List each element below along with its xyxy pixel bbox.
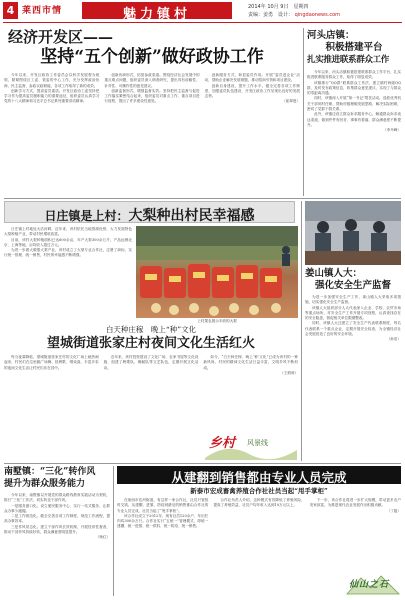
coop-headline-box [117, 466, 401, 484]
lead-para: 创新自身建设，提升工作水平。健全完善各项工作制度，加强委员队伍建设，开发区政协工作呈现出良好的发展态势。 [204, 83, 300, 99]
culture-para: 近年来，该村投资建设了文化广场、农家书屋等文化设施，组建了秧歌队、舞蹈队等文艺队伍，定期开展文化活动。 [103, 355, 199, 370]
culture-byline: （王炳涛） [280, 370, 298, 375]
pear-photo-illustration [136, 226, 298, 318]
coop-subhead: 新泰市宏成畜禽养殖合作社社员当起“甩手掌柜” [190, 487, 328, 495]
meeting-photo [305, 201, 401, 265]
section-title: 魅力镇村 [122, 7, 191, 22]
column-name-xianshan: 仙山之石 [349, 580, 390, 590]
banner-body [4, 227, 132, 285]
nanshu-para: 一是服务窗口化。设立便民服务中心，实行一站式服务，让群众办事少跑腿。 [4, 503, 110, 513]
lead-para: 创新监督形式，增强监督实效。坚持把民主监督与促进工作落实紧密结合起来，组织委员对重点工作、重点项目进行视察，提出了许多建设性意见。 [104, 88, 200, 104]
coop-para: 下一步，该合作社将进一步扩大规模，带动更多农户发家致富，为推进现代农业发展作出积极贡献。 [309, 498, 401, 508]
column-divider [113, 466, 114, 596]
page-number: 4 [3, 2, 18, 19]
culture-para: 每当夜幕降临，望城街道张家庄村的文化广场上就热闹起来，村民们在这里跳广场舞、扭秧歌、唱戏曲，丰富多彩的夜间文化生活让村民们乐在其中。 [4, 355, 99, 370]
paper-name: 莱西市情 [22, 6, 63, 16]
column-sub-rural: 风景线 [247, 439, 268, 447]
date-line: 2014年 10月 9日 星期四 [248, 4, 309, 10]
banner-para: 日庄镇上村地处大沽河畔，近年来，该村依托当地资源优势，大力发展特色大梨种植产业，带动村民增收致富。 [4, 227, 132, 237]
culture-body [4, 355, 298, 417]
nanshu-headline-1: 南墅镇：“三化”转作风 [4, 467, 96, 477]
safety-body [305, 295, 401, 455]
column-divider [301, 201, 302, 461]
lead-headline: 坚持“五个创新”做好政协工作 [40, 47, 264, 67]
column-divider [303, 28, 304, 196]
lead-para: 创新协商形式，拓宽参政渠道。围绕经济社会发展中的重点难点问题，组织委员深入调查研究，提出具有前瞻性、针对性、可操作性的意见建议。 [104, 73, 200, 88]
rural-scenery-logo [205, 430, 297, 460]
coop-para: 该合作社成立于2012年，现有社员120余户，年出栏肉鸡300余万只。合作社实行“五统一”管理模式，即统一建棚、统一进雏、统一供料、统一防疫、统一销售。 [117, 513, 209, 529]
culture-headline: 望城街道张家庄村夜间文化生活红火 [46, 336, 255, 351]
hetoudian-para: 该镇推行“QQ群”联系群众工作法，建立镇村两级QQ群，及时发布政策信息，收集群众意见建议，实现了与群众的零距离沟通。 [307, 80, 401, 96]
lead-byline: （崔翠莲） [282, 99, 300, 104]
safety-headline-2: 强化安全生产监督 [314, 280, 391, 291]
coop-para: 合作社负责人介绍，这种模式有效降低了养殖风险，提高了养殖效益，社员户均年收入达到10万元以上。 [213, 498, 305, 508]
hetoudian-headline-3: 扎实推进联系群众工作 [307, 55, 390, 65]
editor-line: 责编：姜勇 设计： [248, 12, 294, 18]
section-band [82, 2, 232, 22]
nanshu-para: 今年以来，南墅镇以开展党的群众路线教育实践活动为契机，推行“三化”工作法，切实转变干部作风。 [4, 493, 110, 503]
lead-para: 创新学习方式，提高委员素质。开发区政协工委坚持把学习作为提高委员履职能力的重要途径，组织委员认真学习党的十八大精神和习近平总书记系列重要讲话精神。 [4, 88, 100, 104]
coop-byline: （丁磊） [386, 508, 401, 513]
safety-para: 为进一步加强安全生产工作，姜山镇人大采取多项措施，切实强化安全生产监督。 [305, 295, 401, 305]
nanshu-article [4, 466, 110, 596]
culture-kicker: 白天种庄稼 晚上“种”文化 [105, 325, 197, 334]
jiangshan-safety-article [305, 268, 401, 460]
lead-kicker: 经济开发区—— [8, 28, 114, 46]
nanshu-byline: （杨红） [95, 535, 110, 540]
nanshu-para: 三是作风常态化。建立干部作风长效机制，开展经常性督查，推动干部作风持续好转，群众满意度明显提升。 [4, 524, 110, 535]
header-rule [3, 22, 402, 23]
pear-photo-caption: 上村果农展示丰收的大梨 [197, 319, 237, 323]
column-name-rural: 乡村 [209, 436, 236, 451]
hetoudian-para: 同时，该镇深入开展“第一书记”帮扶活动，选派优秀机关干部到村任职，帮助村级理顺发展思路，解决实际困难，密切了党群干群关系。 [307, 96, 401, 112]
nanshu-body [4, 493, 110, 593]
hetoudian-body [307, 70, 401, 192]
hetoudian-article [307, 30, 401, 196]
pear-harvest-photo [136, 226, 298, 318]
hetoudian-para: 此外，该镇还设立群众诉求服务中心，畅通群众诉求表达渠道，做到件件有回音、事事有着落，群众满意度不断提升。 [307, 112, 401, 127]
hetoudian-headline-2: 积极搭建平台 [325, 42, 383, 53]
page-header [0, 0, 405, 26]
hetoudian-headline-1: 河头店镇： [307, 30, 355, 41]
lead-body [4, 73, 300, 191]
lead-para: 创新服务方式，彰显委员作用。开展“委员进企业”活动，帮助企业解决发展难题，推动招商引资和项目建设。 [204, 73, 300, 83]
coop-para: 在莱西市沽河街道，有这样一家合作社，社员只管按时交钱，从建棚、进雏、防疫到最后的销售都由合作社的专业人员完成，社员当起了“甩手掌柜”。 [117, 498, 209, 513]
hetoudian-byline: （李丹峰） [383, 128, 401, 133]
lead-para: 今年以来，开发区政协工作委员会以科学发展观为统领，紧紧围绕区工委、管委的中心工作，充分发挥政治协商、民主监督、参政议政职能，各项工作取得了新的成效。 [4, 73, 100, 88]
lead-article [4, 28, 300, 196]
banner-headline: 大梨种出村民幸福感 [128, 208, 255, 224]
banner-para: 目前，该村大梨种植面积已达600余亩，年产大梨300余万斤，产品远销北京、上海等地，亩均收入超过万元。 [4, 237, 132, 247]
header-meta [248, 3, 340, 19]
hetoudian-para: 今年以来，河头店镇积极搭建联系群众工作平台，扎实推进联系服务群众工作，取得了明显成效。 [307, 70, 401, 80]
xianshan-column-logo [345, 570, 401, 596]
safety-byline: （孙浩） [386, 337, 401, 342]
safety-para: 同时，该镇人大还建立了安全生产代表联系制度，每名代表联系一个重点企业，定期开展安全检查，为全镇经济社会发展营造了良好的安全环境。 [305, 321, 401, 337]
safety-headline-1: 姜山镇人大： [305, 268, 363, 279]
nanshu-para: 二是工作规范化。健全完善各项工作制度，规范工作流程，提高办事效率。 [4, 514, 110, 524]
banner-para: 为进一步做大做强大梨产业，该村成立了大梨专业合作社，注册了商标，实行统一管理、统一销售，村民的幸福感不断增强。 [4, 248, 132, 258]
coop-headline: 从建翻到销售都由专业人员完成 [171, 470, 347, 485]
culture-para: 如今，“白天种庄稼、晚上‘种’文化”已成为该村的一种新风尚，村民的精神文化生活日益丰富，文明乡风不断形成。 [203, 355, 298, 370]
banner-title-box [4, 201, 295, 223]
nanshu-headline-2: 提升为群众服务能力 [4, 479, 86, 489]
section-divider [4, 198, 401, 199]
section-divider [4, 463, 401, 464]
safety-para: 该镇人大组织部分人大代表深入企业、学校、农贸市场等重点场所，对安全生产工作开展专项视察，认真查找存在的安全隐患，督促相关单位限期整改。 [305, 305, 401, 321]
banner-kicker: 日庄镇是上村： [44, 209, 129, 223]
site-link[interactable]: qingdaonews.com [294, 12, 341, 18]
